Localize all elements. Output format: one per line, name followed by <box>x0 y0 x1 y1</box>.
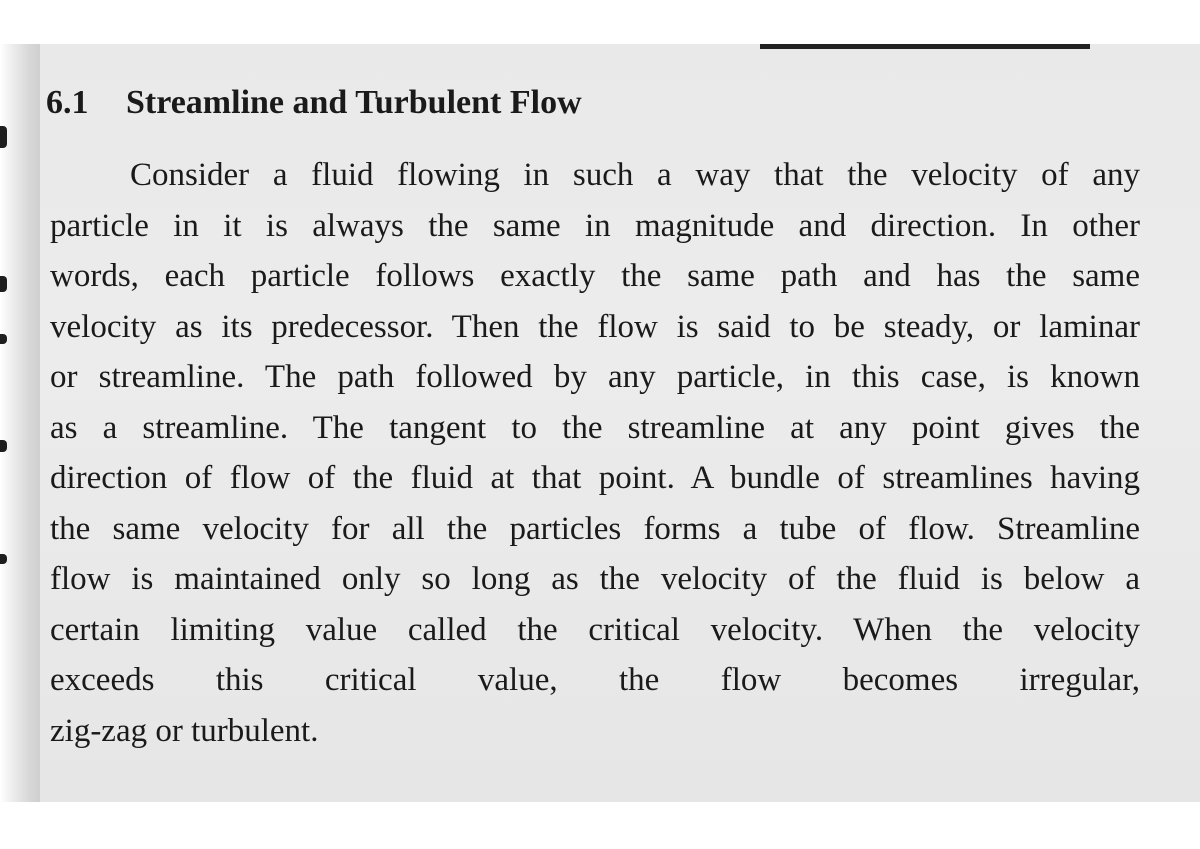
binding-mark <box>0 440 7 452</box>
paragraph-line: or streamline. The path followed by any particle, in this case, is known <box>50 359 1140 395</box>
section-heading <box>46 84 582 122</box>
body-paragraph <box>50 150 1140 756</box>
paragraph-line: the same velocity for all the particles forms a tube of flow. Streamline <box>50 510 1140 547</box>
binding-mark <box>0 334 7 344</box>
paragraph-line: particle in it is always the same in magnitude and direction. In other <box>50 207 1140 244</box>
section-number: 6.1 <box>46 84 89 121</box>
paragraph-line: Consider a fluid flowing in such a way that the velocity of any <box>130 157 1140 193</box>
paragraph-line: flow is maintained only so long as the velocity of the fluid is below a <box>50 561 1140 597</box>
page-binding-edge <box>0 44 40 802</box>
binding-mark <box>0 276 7 292</box>
binding-mark <box>0 554 7 564</box>
paragraph-line: exceeds this critical value, the flow becomes irregular, <box>50 662 1140 698</box>
top-rule-line <box>760 44 1090 49</box>
paragraph-line: zig-zag or turbulent. <box>50 712 319 749</box>
paragraph-line: certain limiting value called the critical velocity. When the velocity <box>50 611 1140 648</box>
paragraph-line: direction of flow of the fluid at that point. A bundle of streamlines having <box>50 460 1140 496</box>
section-title: Streamline and Turbulent Flow <box>126 84 582 121</box>
paragraph-line: as a streamline. The tangent to the streamline at any point gives the <box>50 409 1140 446</box>
paragraph-line: words, each particle follows exactly the same path and has the same <box>50 258 1140 294</box>
binding-mark <box>0 126 7 148</box>
paragraph-line: velocity as its predecessor. Then the flow is said to be steady, or laminar <box>50 308 1140 345</box>
